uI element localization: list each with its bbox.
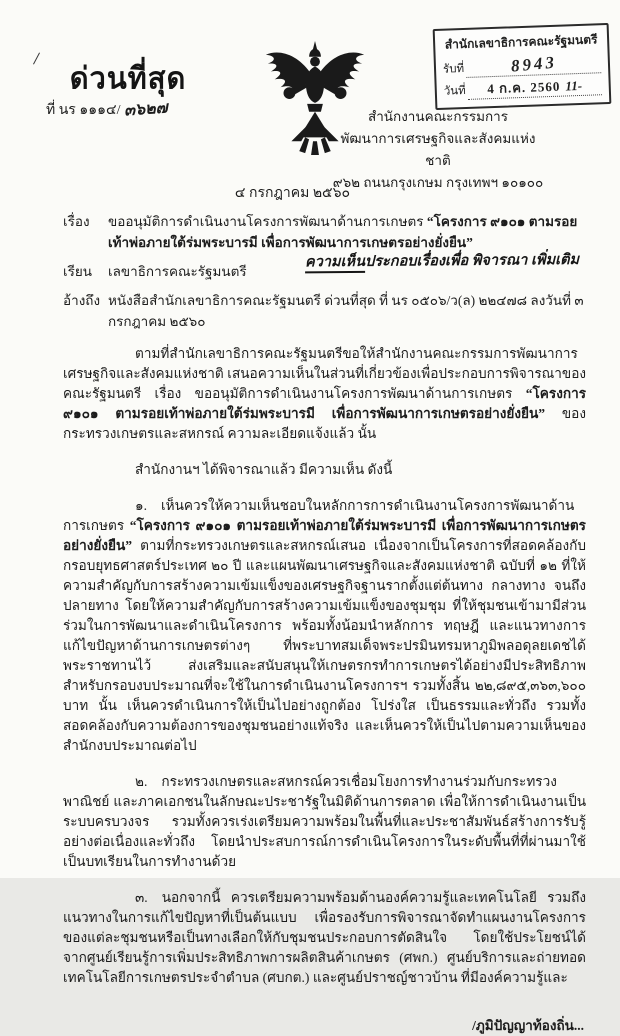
subject-value xyxy=(108,211,586,253)
reference-row xyxy=(63,290,586,332)
pen-check-mark xyxy=(33,53,40,65)
item-2-number: ๒. xyxy=(135,774,148,789)
agency-address-line: ๙๖๒ ถนนกรุงเกษม กรุงเทพฯ ๑๐๑๐๐ xyxy=(332,175,544,190)
item-1-text-pre: เห็นควรให้ความเห็นชอบในหลักการการดำเนินงานโครงการพัฒนาด้านการเกษตร xyxy=(63,498,575,533)
received-number-line xyxy=(466,53,602,77)
document-number xyxy=(46,97,168,122)
to-label: เรียน xyxy=(63,264,93,279)
agency-name-line2: พัฒนาการเศรษฐกิจและสังคมแห่งชาติ xyxy=(340,131,536,168)
received-stamp xyxy=(433,23,612,110)
received-time-handwritten: 11- xyxy=(565,77,583,94)
received-number-handwritten: 8943 xyxy=(509,52,558,76)
item-3-text: นอกจากนี้ ควรเตรียมความพร้อมด้านองค์ความรู้และเทคโนโลยี รวมถึงแนวทางในการแก้ไขปัญหาที่เป็นต้นแบบ เพื่อรองรับการพิจารณาจัดทำแผนงานโครงการของแต่ละชุมชนหรือเป็นทางเลือกให้กับชุมชนประกอบการตัดสินใจ โดยใช้ประโยชน์ได้จากศูนย์เรียนรู้การเพิ่มประสิทธิภาพการผลิตสินค้าเกษตร (ศพก.) ศูนย์บริการและถ่ายทอดเทคโนโลยีการเกษตรประจำตำบล (ศบกต.) และศูนย์ปราชญ์ชาวบ้าน ที่มีองค์ความรู้และ xyxy=(63,890,586,985)
continuation-note: /ภูมิปัญญาท้องถิ่น... xyxy=(472,1018,584,1033)
opinion-item-3 xyxy=(63,888,586,988)
item-1-project-name: “โครงการ ๙๑๐๑ ตามรอยเท้าพ่อภายใต้ร่มพระบารมี เพื่อการพัฒนาการเกษตรอย่างยั่งยืน” xyxy=(63,518,586,553)
reference-label: อ้างถึง xyxy=(63,293,101,308)
received-date-stamp: 4 ก.ค. 2560 xyxy=(487,78,561,97)
received-stamp-office: สำนักเลขาธิการคณะรัฐมนตรี xyxy=(444,32,598,52)
subject-project-name: “โครงการ ๙๑๐๑ ตามรอยเท้าพ่อภายใต้ร่มพระบารมี เพื่อการพัฒนาการเกษตรอย่างยั่งยืน” xyxy=(108,214,578,250)
reference-value: หนังสือสำนักเลขาธิการคณะรัฐมนตรี ด่วนที่สุด ที่ นร ๐๕๐๖/ว(ล) ๒๒๔๗๘ ลงวันที่ ๓ กรกฎาคม ๒๕๖๐ xyxy=(108,293,584,329)
paragraph-intro-project-name: “โครงการ ๙๑๐๑ ตามรอยเท้าพ่อภายใต้ร่มพระบารมี เพื่อการพัฒนาการเกษตรอย่างยั่งยืน” xyxy=(63,386,586,421)
paragraph-intro-text: ตามที่สำนักเลขาธิการคณะรัฐมนตรีขอให้สำนักงานคณะกรรมการพัฒนาการเศรษฐกิจและสังคมแห่งชาติ เสนอความเห็นในส่วนที่เกี่ยวข้องเพื่อประกอบการพิจารณาของคณะรัฐมนตรี เรื่อง ขออนุมัติการดำเนินงานโครงการพัฒนาด้านการเกษตร xyxy=(63,346,586,401)
handwritten-annotation xyxy=(305,248,615,274)
item-1-number: ๑. xyxy=(135,498,148,513)
handwritten-annotation-underlined: ความเห็น xyxy=(305,254,365,274)
paragraph-intro-closing: ของกระทรวงเกษตรและสหกรณ์ ความละเอียดแจ้งแล้ว นั้น xyxy=(63,406,586,441)
document-date: ๔ กรกฎาคม ๒๕๖๐ xyxy=(234,186,351,201)
handwritten-annotation-rest: ประกอบเรื่องเพื่อ พิจารณา เพิ่มเติม xyxy=(364,251,580,270)
letter-header xyxy=(0,0,620,205)
received-number-label: รับที่ xyxy=(442,62,465,76)
document-number-handwritten: ๓๖๒๗ xyxy=(123,99,169,120)
item-3-number: ๓. xyxy=(135,890,148,905)
received-number-row xyxy=(443,53,602,78)
to-value: เลขาธิการคณะรัฐมนตรี xyxy=(108,264,247,279)
item-2-text: กระทรวงเกษตรและสหกรณ์ควรเชื่อมโยงการทำงานร่วมกับกระทรวงพาณิชย์ และภาคเอกชนในลักษณะประชารัฐในมิติด้านการตลาด เพื่อให้การดำเนินงานเป็นระบบครบวงจร รวมทั้งควรเร่งเตรียมความพร้อมในพื้นที่และประชาสัมพันธ์สร้างการรับรู้อย่างต่อเนื่องและทั่วถึง โดยนำประสบการณ์การดำเนินโครงการในระดับพื้นที่ที่ผ่านมาใช้เป็นบทเรียนในการทำงานด้วย xyxy=(63,774,586,869)
item-1-text-post: ตามที่กระทรวงเกษตรและสหกรณ์เสนอ เนื่องจากเป็นโครงการที่สอดคล้องกับกรอบยุทธศาสตร์ประเทศ ๒๐ ปี และแผนพัฒนาเศรษฐกิจและสังคมแห่งชาติ ฉบับที่ ๑๒ ที่ให้ความสำคัญกับการสร้างความเข้มแข็งของเศรษฐกิจฐานรากตั้งแต่ต้นทาง กลางทาง จนถึงปลายทาง โดยให้ความสำคัญกับการสร้างความเข้มแข็งของชุมชุม ที่ให้ชุมชนเข้ามามีส่วนร่วมในการพัฒนาและดำเนินโครงการ พร้อมทั้งน้อมนำหลักการ ทฤษฎี และแนวทางการแก้ไขปัญหาด้านการเกษตรต่างๆ ที่พระบาทสมเด็จพระปรมินทรมหาภูมิพลอดุลยเดชได้พระราชทานไว้ ส่งเสริมและสนับสนุนให้เกษตรกรทำการเกษตรได้อย่างมีประสิทธิภาพ สำหรับกรอบงบประมาณที่จะใช้ในการดำเนินงานโครงการฯ รวมทั้งสิ้น ๒๒,๘๙๕,๓๖๓,๖๐๐ บาท นั้น เห็นควรดำเนินการให้เป็นไปอย่างถูกต้อง โปร่งใส เป็นธรรมและทั่วถึง รวมทั้งสอดคล้องกับความต้องการของชุมชนอย่างแท้จริง และเห็นควรให้เป็นไปตามความเห็นของสำนักงบประมาณต่อไป xyxy=(63,538,586,753)
letter-body xyxy=(0,340,620,988)
received-date-label: วันที่ xyxy=(443,84,466,98)
opinion-intro-line: สำนักงานฯ ได้พิจารณาแล้ว มีความเห็น ดังนี้ xyxy=(135,462,393,477)
letter-meta xyxy=(0,205,620,332)
received-date-row xyxy=(444,77,603,101)
agency-address-block xyxy=(328,106,548,194)
agency-name-line1: สำนักงานคณะกรรมการ xyxy=(367,109,508,124)
received-date-line xyxy=(467,78,602,99)
urgency-stamp: ด่วนที่สุด xyxy=(69,62,187,96)
subject-label: เรื่อง xyxy=(63,214,90,229)
opinion-item-1 xyxy=(63,496,586,756)
document-number-typed: ที่ นร ๑๑๑๔/ xyxy=(46,103,121,118)
opinion-item-2 xyxy=(63,772,586,872)
subject-text: ขออนุมัติการดำเนินงานโครงการพัฒนาด้านการเกษตร xyxy=(108,214,427,229)
subject-row xyxy=(63,211,586,253)
paragraph-intro xyxy=(63,344,586,444)
